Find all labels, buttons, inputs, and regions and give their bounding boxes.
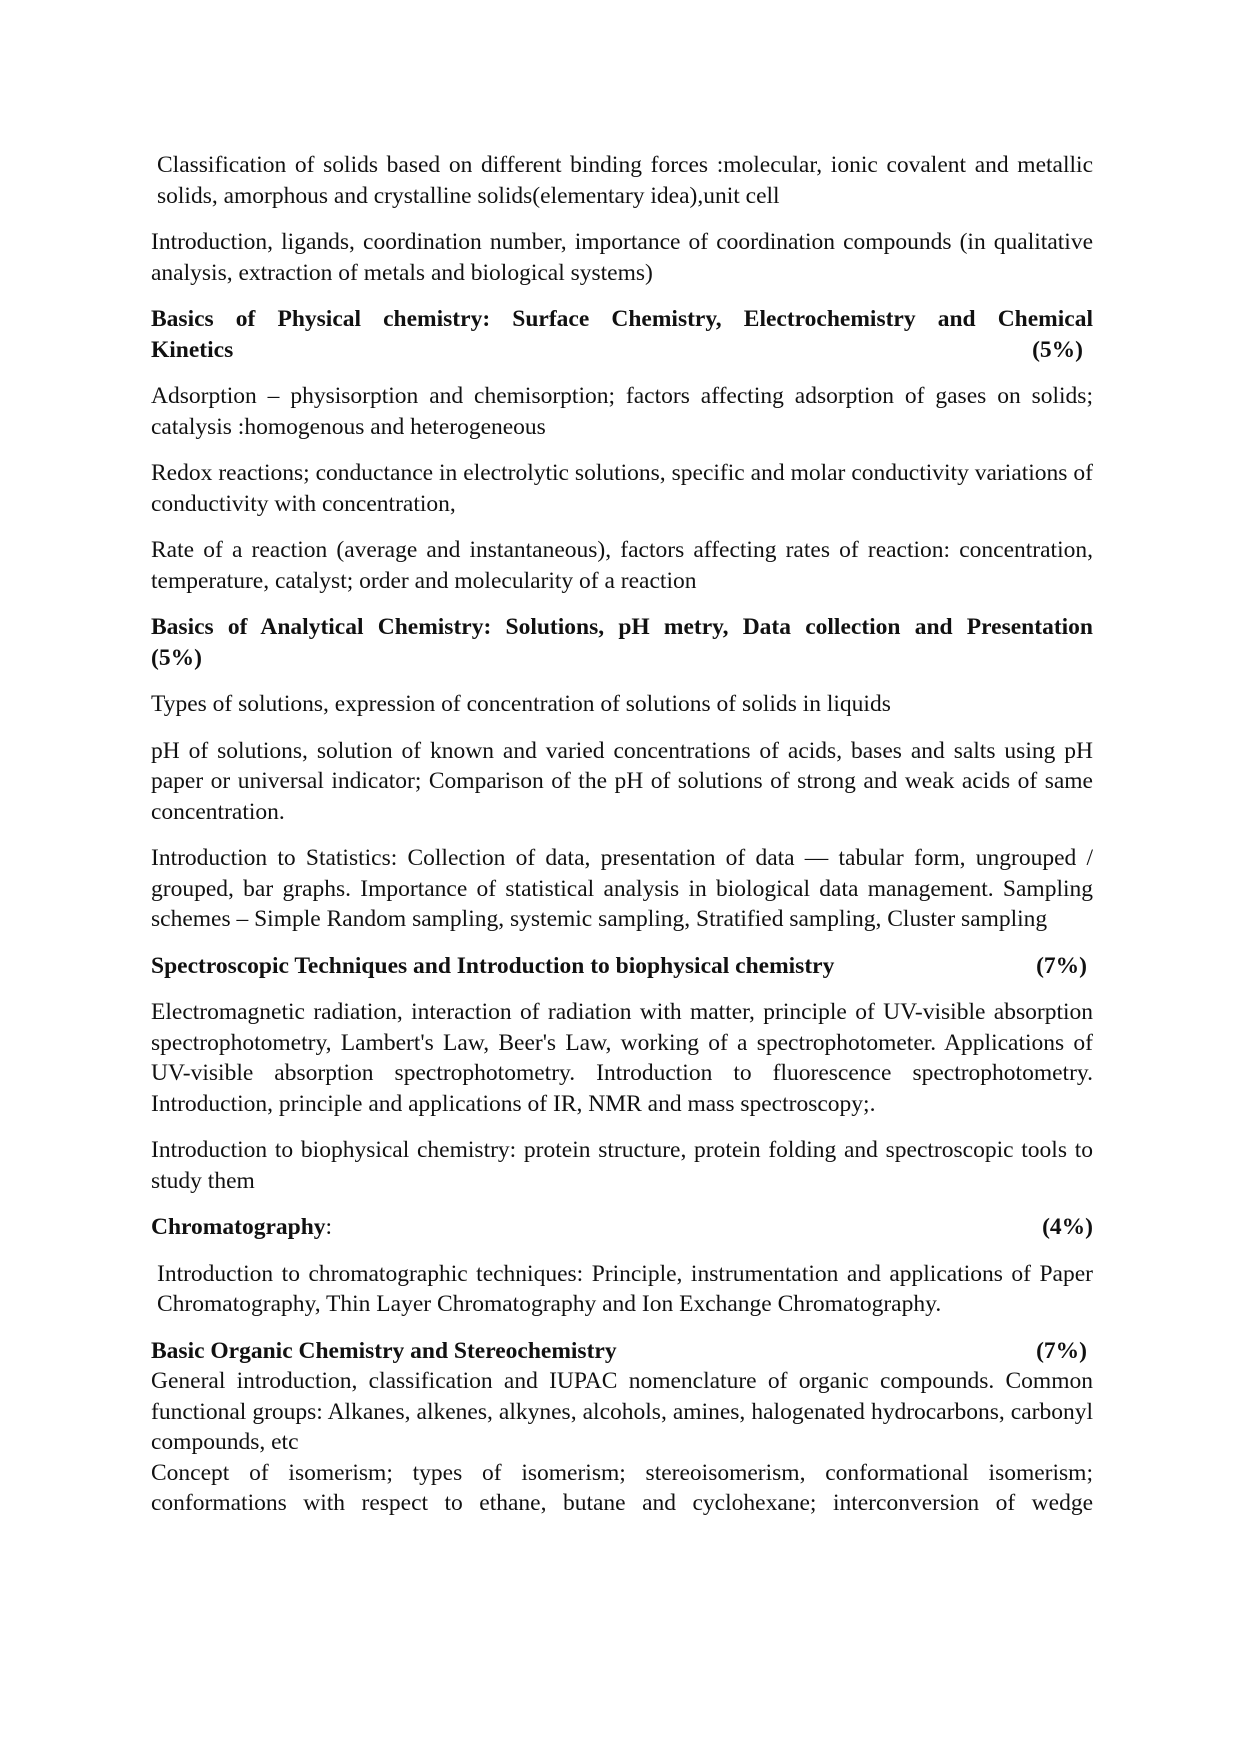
solution-types-paragraph: Types of solutions, expression of concentration of solutions of solids in liquids — [151, 691, 891, 717]
spectroscopic-heading — [151, 951, 1093, 982]
chromatography-paragraph: Introduction to chromatographic techniques: Principle, instrumentation and applications of Paper Chromatography, Thin Layer Chromatography and Ion Exchange Chromatography. — [157, 1260, 1093, 1317]
document-page — [151, 150, 1093, 1519]
coordination-paragraph: Introduction, ligands, coordination number, importance of coordination compounds (in qualitative analysis, extraction of metals and biological systems) — [151, 229, 1093, 286]
organic-heading — [151, 1336, 1093, 1367]
chromatography-colon: : — [325, 1214, 333, 1240]
organic-intro-paragraph: General introduction, classification and IUPAC nomenclature of organic compounds. Common functional groups: Alkanes, alkenes, alkynes, alcohols, amines, halogenated hydrocarbons, carbonyl compounds, etc — [151, 1368, 1093, 1455]
spectroscopic-percent: (7%) — [1036, 952, 1087, 979]
organic-percent: (7%) — [1036, 1337, 1087, 1364]
chromatography-heading — [151, 1212, 1093, 1243]
physical-heading-line2: Kinetics — [151, 336, 234, 363]
redox-paragraph: Redox reactions; conductance in electrolytic solutions, specific and molar conductivity variations of conductivity with concentration, — [151, 460, 1093, 517]
adsorption-paragraph: Adsorption – physisorption and chemisorption; factors affecting adsorption of gases on solids; catalysis :homogenous and heterogeneous — [151, 383, 1093, 440]
organic-heading-text: Basic Organic Chemistry and Stereochemistry — [151, 1337, 617, 1364]
analytical-heading-text: Basics of Analytical Chemistry: Solutions, pH metry, Data collection and Presentation — [151, 614, 1093, 640]
chromatography-percent: (4%) — [1042, 1214, 1093, 1240]
spectroscopic-heading-text: Spectroscopic Techniques and Introduction to biophysical chemistry — [151, 952, 835, 979]
ph-paragraph: pH of solutions, solution of known and varied concentrations of acids, bases and salts using pH paper or universal indicator; Comparison of the pH of solutions of strong and weak acids of same concentration. — [151, 737, 1093, 825]
rate-paragraph: Rate of a reaction (average and instantaneous), factors affecting rates of reaction: concentration, temperature, catalyst; order and molecularity of a reaction — [151, 537, 1093, 594]
analytical-percent: (5%) — [151, 644, 202, 671]
solids-paragraph: Classification of solids based on different binding forces :molecular, ionic covalent and metallic solids, amorphous and crystalline solids(elementary idea),unit cell — [157, 152, 1093, 209]
physical-chemistry-heading — [151, 304, 1093, 365]
isomerism-paragraph: Concept of isomerism; types of isomerism; stereoisomerism, conformational isomerism; conformations with respect to ethane, butane and cyclohexane; interconversion of wedge — [151, 1459, 1093, 1516]
statistics-paragraph: Introduction to Statistics: Collection of data, presentation of data — tabular form, ungrouped / grouped, bar graphs. Importance of statistical analysis in biological data management. Sampling schemes – Simple Random sampling, systemic sampling, Stratified sampling, Cluster sampling — [151, 845, 1093, 932]
biophysical-paragraph: Introduction to biophysical chemistry: protein structure, protein folding and spectroscopic tools to study them — [151, 1137, 1093, 1194]
physical-percent: (5%) — [1032, 336, 1083, 363]
analytical-chemistry-heading — [151, 612, 1093, 673]
physical-heading-line1: Basics of Physical chemistry: Surface Chemistry, Electrochemistry and Chemical — [151, 306, 1093, 332]
electromagnetic-paragraph: Electromagnetic radiation, interaction of radiation with matter, principle of UV-visible absorption spectrophotometry, Lambert's Law, Beer's Law, working of a spectrophotometer. Applications of UV-visible absorption spectrophotometry. Introduction to fluorescence spectrophotometry. Introduction, principle and applications of IR, NMR and mass spectroscopy;. — [151, 999, 1093, 1117]
chromatography-heading-text: Chromatography — [151, 1214, 326, 1240]
